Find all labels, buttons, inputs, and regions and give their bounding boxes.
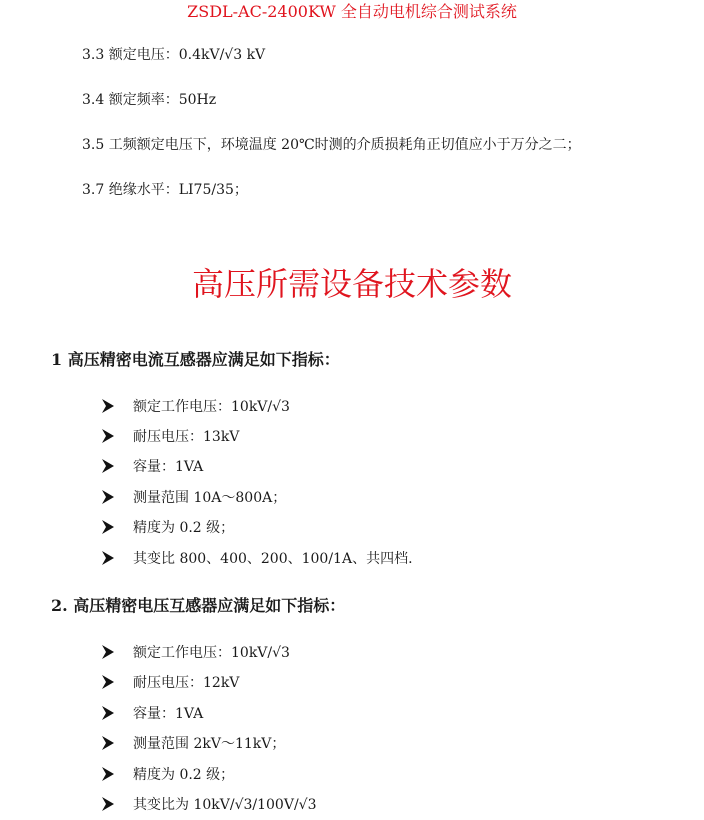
spec-dielectric-loss: 3.5 工频额定电压下，环境温度 20℃时测的介质损耗角正切值应小于万分之二； (82, 137, 581, 153)
list-item-text: 耐压电压：13kV (133, 429, 240, 445)
arrowhead-bullet-icon (102, 767, 114, 781)
section-title: 高压所需设备技术参数 (191, 265, 512, 303)
list-item-text: 其变比为 10kV/√3/100V/√3 (133, 797, 317, 813)
arrowhead-bullet-icon (102, 675, 114, 689)
arrowhead-bullet-icon (102, 706, 114, 720)
list-item-text: 其变比 800、400、200、100/1A、共四档. (133, 551, 413, 567)
arrowhead-bullet-icon (102, 490, 114, 504)
list-item-text: 精度为 0.2 级； (133, 767, 235, 783)
arrowhead-bullet-icon (102, 645, 114, 659)
arrowhead-bullet-icon (102, 459, 114, 473)
arrowhead-bullet-icon (102, 551, 114, 565)
arrowhead-bullet-icon (102, 797, 114, 811)
spec-insulation-level: 3.7 绝缘水平：LI75/35； (82, 182, 248, 198)
list-item-text: 测量范围 2kV～11kV； (133, 736, 286, 752)
list-item-text: 精度为 0.2 级； (133, 520, 235, 536)
list-item-text: 额定工作电压：10kV/√3 (133, 645, 290, 661)
arrowhead-bullet-icon (102, 429, 114, 443)
arrowhead-bullet-icon (102, 520, 114, 534)
list-item-text: 容量：1VA (133, 459, 204, 475)
spec-rated-voltage: 3.3 额定电压：0.4kV/√3 kV (82, 47, 266, 63)
arrowhead-bullet-icon (102, 736, 114, 750)
list-item-text: 额定工作电压：10kV/√3 (133, 399, 290, 415)
current-transformer-heading: 1 高压精密电流互感器应满足如下指标： (51, 350, 340, 369)
page-header-title: ZSDL-AC-2400KW 全自动电机综合测试系统 (187, 2, 517, 21)
list-item-text: 测量范围 10A～800A； (133, 490, 287, 506)
spec-rated-frequency: 3.4 额定频率：50Hz (82, 92, 217, 108)
list-item-text: 容量：1VA (133, 706, 204, 722)
list-item-text: 耐压电压：12kV (133, 675, 240, 691)
arrowhead-bullet-icon (102, 399, 114, 413)
voltage-transformer-heading: 2. 高压精密电压互感器应满足如下指标： (51, 596, 346, 615)
